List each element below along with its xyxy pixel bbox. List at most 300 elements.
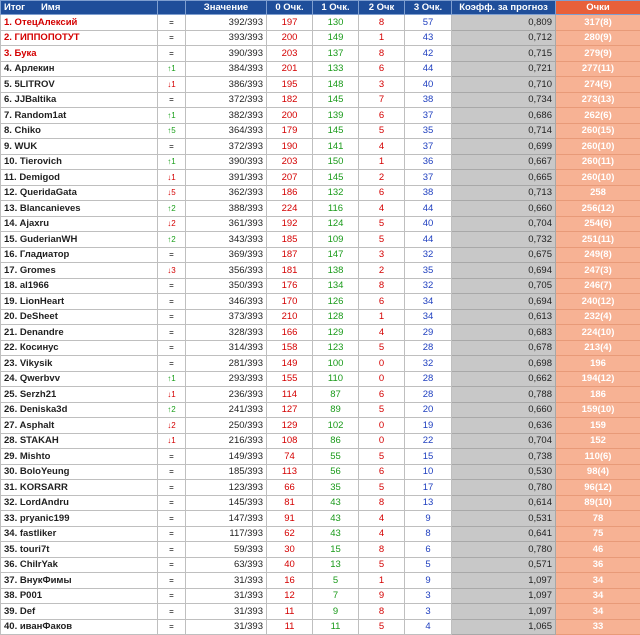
table-row[interactable] — [1, 154, 640, 170]
total-points: 96(12) — [556, 480, 640, 496]
prediction-count: 328/393 — [186, 325, 267, 341]
rank-change — [158, 247, 186, 263]
table-row[interactable] — [1, 418, 640, 434]
prediction-count: 31/393 — [186, 619, 267, 635]
table-row[interactable] — [1, 77, 640, 93]
equal-icon: = — [169, 312, 174, 321]
equal-icon: = — [169, 576, 174, 585]
two-points-count: 8 — [359, 46, 405, 62]
table-row[interactable] — [1, 449, 640, 465]
one-point-count: 123 — [313, 340, 359, 356]
prediction-coefficient: 0,678 — [452, 340, 556, 356]
rank-change — [158, 356, 186, 372]
table-row[interactable] — [1, 573, 640, 589]
table-row[interactable] — [1, 263, 640, 279]
prediction-coefficient: 0,780 — [452, 542, 556, 558]
prediction-coefficient: 0,809 — [452, 15, 556, 31]
three-points-count: 6 — [405, 542, 452, 558]
two-points-count: 6 — [359, 185, 405, 201]
three-points-count: 19 — [405, 418, 452, 434]
zero-points-count: 224 — [267, 201, 313, 217]
header-points[interactable]: Очки — [556, 1, 640, 15]
prediction-count: 384/393 — [186, 61, 267, 77]
header-two-points[interactable]: 2 Очк — [359, 1, 405, 15]
player-name: 34. fastliker — [1, 526, 158, 542]
prediction-count: 343/393 — [186, 232, 267, 248]
prediction-count: 31/393 — [186, 588, 267, 604]
prediction-count: 123/393 — [186, 480, 267, 496]
total-points: 260(15) — [556, 123, 640, 139]
total-points: 186 — [556, 387, 640, 403]
one-point-count: 139 — [313, 108, 359, 124]
two-points-count: 8 — [359, 15, 405, 31]
prediction-count: 145/393 — [186, 495, 267, 511]
rank-change — [158, 573, 186, 589]
rank-change — [158, 278, 186, 294]
one-point-count: 126 — [313, 294, 359, 310]
prediction-count: 388/393 — [186, 201, 267, 217]
zero-points-count: 11 — [267, 619, 313, 635]
rank-change — [158, 216, 186, 232]
three-points-count: 32 — [405, 247, 452, 263]
table-row[interactable] — [1, 356, 640, 372]
table-row[interactable] — [1, 294, 640, 310]
two-points-count: 3 — [359, 77, 405, 93]
rank-change — [158, 139, 186, 155]
prediction-count: 369/393 — [186, 247, 267, 263]
total-points: 89(10) — [556, 495, 640, 511]
player-name: 30. BoloYeung — [1, 464, 158, 480]
rank-change — [158, 557, 186, 573]
rank-change — [158, 340, 186, 356]
one-point-count: 145 — [313, 170, 359, 186]
three-points-count: 44 — [405, 61, 452, 77]
one-point-count: 15 — [313, 542, 359, 558]
two-points-count: 5 — [359, 216, 405, 232]
rank-change — [158, 387, 186, 403]
zero-points-count: 190 — [267, 139, 313, 155]
two-points-count: 5 — [359, 480, 405, 496]
three-points-count: 29 — [405, 325, 452, 341]
table-row[interactable] — [1, 495, 640, 511]
total-points: 260(10) — [556, 170, 640, 186]
total-points: 256(12) — [556, 201, 640, 217]
two-points-count: 0 — [359, 418, 405, 434]
three-points-count: 40 — [405, 77, 452, 93]
one-point-count: 130 — [313, 15, 359, 31]
equal-icon: = — [169, 359, 174, 368]
total-points: 98(4) — [556, 464, 640, 480]
prediction-coefficient: 0,704 — [452, 216, 556, 232]
zero-points-count: 203 — [267, 154, 313, 170]
player-name: 25. Serzh21 — [1, 387, 158, 403]
total-points: 280(9) — [556, 30, 640, 46]
prediction-count: 356/393 — [186, 263, 267, 279]
one-point-count: 124 — [313, 216, 359, 232]
rank-change — [158, 15, 186, 31]
equal-icon: = — [169, 142, 174, 151]
three-points-count: 4 — [405, 619, 452, 635]
zero-points-count: 201 — [267, 61, 313, 77]
table-row[interactable] — [1, 480, 640, 496]
table-row[interactable] — [1, 557, 640, 573]
prediction-coefficient: 0,732 — [452, 232, 556, 248]
player-name: 5. 5LITROV — [1, 77, 158, 93]
rank-change — [158, 526, 186, 542]
two-points-count: 8 — [359, 604, 405, 620]
equal-icon: = — [169, 49, 174, 58]
rank-change — [158, 263, 186, 279]
player-name: 8. Chiko — [1, 123, 158, 139]
equal-icon: = — [169, 607, 174, 616]
table-row[interactable] — [1, 387, 640, 403]
equal-icon: = — [169, 343, 174, 352]
zero-points-count: 179 — [267, 123, 313, 139]
one-point-count: 148 — [313, 77, 359, 93]
player-name: 27. Asphalt — [1, 418, 158, 434]
one-point-count: 7 — [313, 588, 359, 604]
three-points-count: 13 — [405, 495, 452, 511]
prediction-coefficient: 0,683 — [452, 325, 556, 341]
header-coefficient[interactable]: Коэфф. за прогноз — [452, 1, 556, 15]
rank-change — [158, 294, 186, 310]
total-points: 34 — [556, 573, 640, 589]
equal-icon: = — [169, 545, 174, 554]
total-points: 240(12) — [556, 294, 640, 310]
prediction-coefficient: 0,641 — [452, 526, 556, 542]
table-row[interactable] — [1, 139, 640, 155]
one-point-count: 116 — [313, 201, 359, 217]
three-points-count: 34 — [405, 294, 452, 310]
one-point-count: 55 — [313, 449, 359, 465]
zero-points-count: 81 — [267, 495, 313, 511]
arrow-down-icon: ↓1 — [167, 173, 175, 182]
three-points-count: 9 — [405, 511, 452, 527]
zero-points-count: 91 — [267, 511, 313, 527]
prediction-coefficient: 0,667 — [452, 154, 556, 170]
equal-icon: = — [169, 560, 174, 569]
two-points-count: 8 — [359, 495, 405, 511]
prediction-count: 392/393 — [186, 15, 267, 31]
table-row[interactable] — [1, 15, 640, 31]
equal-icon: = — [169, 281, 174, 290]
player-name: 20. DeSheet — [1, 309, 158, 325]
rank-change — [158, 371, 186, 387]
zero-points-count: 186 — [267, 185, 313, 201]
player-name: 9. WUK — [1, 139, 158, 155]
equal-icon: = — [169, 529, 174, 538]
zero-points-count: 200 — [267, 30, 313, 46]
table-row[interactable] — [1, 464, 640, 480]
table-row[interactable] — [1, 278, 640, 294]
header-three-points[interactable]: 3 Очк. — [405, 1, 452, 15]
rank-change — [158, 92, 186, 108]
three-points-count: 40 — [405, 216, 452, 232]
table-row[interactable] — [1, 30, 640, 46]
prediction-count: 241/393 — [186, 402, 267, 418]
table-row[interactable] — [1, 232, 640, 248]
two-points-count: 4 — [359, 201, 405, 217]
three-points-count: 34 — [405, 309, 452, 325]
table-row[interactable] — [1, 216, 640, 232]
player-name: 11. Demigod — [1, 170, 158, 186]
total-points: 254(6) — [556, 216, 640, 232]
table-row[interactable] — [1, 92, 640, 108]
prediction-count: 59/393 — [186, 542, 267, 558]
prediction-coefficient: 0,713 — [452, 185, 556, 201]
arrow-down-icon: ↓1 — [167, 390, 175, 399]
arrow-up-icon: ↑1 — [167, 374, 175, 383]
prediction-coefficient: 0,571 — [452, 557, 556, 573]
two-points-count: 1 — [359, 309, 405, 325]
one-point-count: 35 — [313, 480, 359, 496]
arrow-up-icon: ↑2 — [167, 204, 175, 213]
two-points-count: 1 — [359, 573, 405, 589]
total-points: 247(3) — [556, 263, 640, 279]
table-row[interactable] — [1, 371, 640, 387]
prediction-coefficient: 0,614 — [452, 495, 556, 511]
table-row[interactable] — [1, 433, 640, 449]
two-points-count: 0 — [359, 433, 405, 449]
three-points-count: 42 — [405, 46, 452, 62]
table-row[interactable] — [1, 108, 640, 124]
rank-change — [158, 170, 186, 186]
two-points-count: 4 — [359, 325, 405, 341]
player-name: 7. Random1at — [1, 108, 158, 124]
two-points-count: 6 — [359, 61, 405, 77]
total-points: 46 — [556, 542, 640, 558]
table-row[interactable] — [1, 588, 640, 604]
zero-points-count: 187 — [267, 247, 313, 263]
rank-change — [158, 77, 186, 93]
arrow-up-icon: ↑1 — [167, 64, 175, 73]
total-points: 260(10) — [556, 139, 640, 155]
equal-icon: = — [169, 467, 174, 476]
table-row[interactable] — [1, 325, 640, 341]
equal-icon: = — [169, 483, 174, 492]
three-points-count: 37 — [405, 108, 452, 124]
prediction-coefficient: 0,712 — [452, 30, 556, 46]
zero-points-count: 192 — [267, 216, 313, 232]
prediction-count: 364/393 — [186, 123, 267, 139]
table-row[interactable] — [1, 61, 640, 77]
rank-change — [158, 464, 186, 480]
two-points-count: 5 — [359, 557, 405, 573]
table-row[interactable] — [1, 170, 640, 186]
equal-icon: = — [169, 250, 174, 259]
three-points-count: 15 — [405, 449, 452, 465]
zero-points-count: 66 — [267, 480, 313, 496]
player-name: 37. ВнукФимы — [1, 573, 158, 589]
table-row[interactable] — [1, 604, 640, 620]
header-itog-name[interactable] — [1, 1, 158, 15]
player-name: 22. Косинус — [1, 340, 158, 356]
player-name: 24. Qwerbvv — [1, 371, 158, 387]
one-point-count: 138 — [313, 263, 359, 279]
prediction-count: 382/393 — [186, 108, 267, 124]
three-points-count: 22 — [405, 433, 452, 449]
table-row[interactable] — [1, 46, 640, 62]
table-row[interactable] — [1, 247, 640, 263]
zero-points-count: 62 — [267, 526, 313, 542]
table-body — [1, 15, 640, 635]
two-points-count: 6 — [359, 108, 405, 124]
one-point-count: 9 — [313, 604, 359, 620]
total-points: 249(8) — [556, 247, 640, 263]
one-point-count: 133 — [313, 61, 359, 77]
player-name: 36. ChilrYak — [1, 557, 158, 573]
header-change[interactable] — [158, 1, 186, 15]
table-row[interactable] — [1, 619, 640, 635]
one-point-count: 11 — [313, 619, 359, 635]
player-name: 35. touri7t — [1, 542, 158, 558]
two-points-count: 5 — [359, 619, 405, 635]
prediction-coefficient: 0,530 — [452, 464, 556, 480]
two-points-count: 2 — [359, 170, 405, 186]
rank-change — [158, 433, 186, 449]
player-name: 10. Tierovich — [1, 154, 158, 170]
rank-change — [158, 449, 186, 465]
player-name: 14. Ajaxru — [1, 216, 158, 232]
table-row[interactable] — [1, 201, 640, 217]
rank-change — [158, 201, 186, 217]
prediction-count: 314/393 — [186, 340, 267, 356]
two-points-count: 5 — [359, 340, 405, 356]
total-points: 194(12) — [556, 371, 640, 387]
table-row[interactable] — [1, 123, 640, 139]
total-points: 277(11) — [556, 61, 640, 77]
zero-points-count: 207 — [267, 170, 313, 186]
player-name: 12. QueridaGata — [1, 185, 158, 201]
table-row[interactable] — [1, 340, 640, 356]
prediction-coefficient: 0,662 — [452, 371, 556, 387]
total-points: 246(7) — [556, 278, 640, 294]
arrow-down-icon: ↓3 — [167, 266, 175, 275]
prediction-coefficient: 0,705 — [452, 278, 556, 294]
table-row[interactable] — [1, 309, 640, 325]
equal-icon: = — [169, 328, 174, 337]
two-points-count: 4 — [359, 526, 405, 542]
one-point-count: 43 — [313, 511, 359, 527]
header-itog: Итог — [4, 2, 25, 13]
total-points: 34 — [556, 588, 640, 604]
zero-points-count: 176 — [267, 278, 313, 294]
zero-points-count: 200 — [267, 108, 313, 124]
three-points-count: 43 — [405, 30, 452, 46]
rank-change — [158, 154, 186, 170]
header-row — [1, 1, 640, 15]
one-point-count: 137 — [313, 46, 359, 62]
prediction-count: 373/393 — [186, 309, 267, 325]
total-points: 33 — [556, 619, 640, 635]
three-points-count: 38 — [405, 185, 452, 201]
three-points-count: 9 — [405, 573, 452, 589]
rank-change — [158, 325, 186, 341]
two-points-count: 3 — [359, 247, 405, 263]
equal-icon: = — [169, 297, 174, 306]
zero-points-count: 74 — [267, 449, 313, 465]
one-point-count: 87 — [313, 387, 359, 403]
two-points-count: 0 — [359, 371, 405, 387]
one-point-count: 149 — [313, 30, 359, 46]
table-row[interactable] — [1, 542, 640, 558]
header-one-point[interactable]: 1 Очк. — [313, 1, 359, 15]
three-points-count: 37 — [405, 139, 452, 155]
player-name: 28. STAKAH — [1, 433, 158, 449]
rank-change — [158, 30, 186, 46]
prediction-count: 361/393 — [186, 216, 267, 232]
prediction-count: 147/393 — [186, 511, 267, 527]
one-point-count: 128 — [313, 309, 359, 325]
total-points: 34 — [556, 604, 640, 620]
prediction-count: 386/393 — [186, 77, 267, 93]
three-points-count: 20 — [405, 402, 452, 418]
prediction-coefficient: 0,788 — [452, 387, 556, 403]
rank-change — [158, 232, 186, 248]
table-row[interactable] — [1, 402, 640, 418]
player-name: 15. GuderianWH — [1, 232, 158, 248]
three-points-count: 17 — [405, 480, 452, 496]
header-zero-points[interactable]: 0 Очк. — [267, 1, 313, 15]
prediction-coefficient: 0,694 — [452, 263, 556, 279]
header-value[interactable]: Значение — [186, 1, 267, 15]
one-point-count: 89 — [313, 402, 359, 418]
one-point-count: 147 — [313, 247, 359, 263]
arrow-up-icon: ↑5 — [167, 126, 175, 135]
arrow-down-icon: ↓1 — [167, 80, 175, 89]
three-points-count: 28 — [405, 387, 452, 403]
player-name: 38. P001 — [1, 588, 158, 604]
zero-points-count: 40 — [267, 557, 313, 573]
table-row[interactable] — [1, 511, 640, 527]
one-point-count: 132 — [313, 185, 359, 201]
table-row[interactable] — [1, 526, 640, 542]
rank-change — [158, 402, 186, 418]
zero-points-count: 195 — [267, 77, 313, 93]
prediction-count: 236/393 — [186, 387, 267, 403]
equal-icon: = — [169, 514, 174, 523]
zero-points-count: 181 — [267, 263, 313, 279]
zero-points-count: 12 — [267, 588, 313, 604]
prediction-coefficient: 0,714 — [452, 123, 556, 139]
player-name: 39. Def — [1, 604, 158, 620]
prediction-coefficient: 0,698 — [452, 356, 556, 372]
zero-points-count: 16 — [267, 573, 313, 589]
rank-change — [158, 309, 186, 325]
arrow-up-icon: ↑1 — [167, 157, 175, 166]
three-points-count: 35 — [405, 263, 452, 279]
two-points-count: 5 — [359, 449, 405, 465]
one-point-count: 145 — [313, 123, 359, 139]
prediction-count: 250/393 — [186, 418, 267, 434]
player-name: 21. Denandre — [1, 325, 158, 341]
prediction-count: 362/393 — [186, 185, 267, 201]
prediction-count: 391/393 — [186, 170, 267, 186]
prediction-coefficient: 0,636 — [452, 418, 556, 434]
rank-change — [158, 495, 186, 511]
equal-icon: = — [169, 18, 174, 27]
table-row[interactable] — [1, 185, 640, 201]
total-points: 317(8) — [556, 15, 640, 31]
two-points-count: 7 — [359, 92, 405, 108]
prediction-coefficient: 0,660 — [452, 402, 556, 418]
three-points-count: 28 — [405, 340, 452, 356]
total-points: 232(4) — [556, 309, 640, 325]
total-points: 279(9) — [556, 46, 640, 62]
total-points: 273(13) — [556, 92, 640, 108]
equal-icon: = — [169, 33, 174, 42]
two-points-count: 8 — [359, 542, 405, 558]
